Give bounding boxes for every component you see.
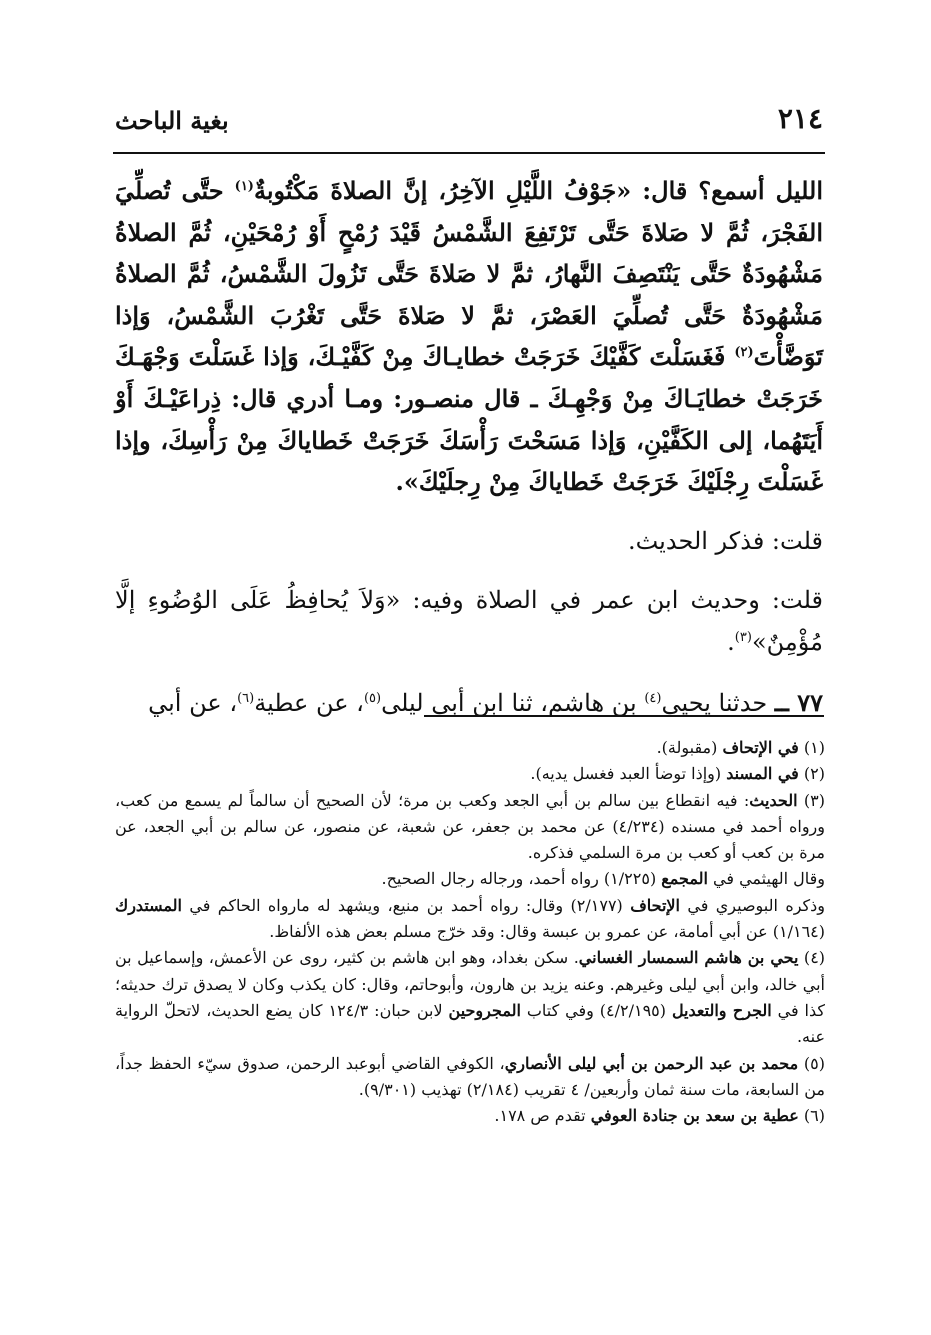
page-header — [115, 102, 823, 146]
text-run: قلت: فذكر الحديث. — [627, 526, 823, 555]
bold-term: في الإتحاف — [722, 738, 799, 757]
bold-term: في المسند — [726, 764, 799, 784]
text-run: لابن حبان: ١٢٤/٣ كان يضع الحديث، لاتحلّ الرواية عنه. — [115, 1000, 825, 1047]
footnote-divider — [424, 715, 824, 717]
footnote-3-continued — [115, 866, 825, 892]
text-run: قلت: وحديث ابن عمر في الصلاة وفيه: «وَلاَ يُحافِظُ عَلَى الوُضُوءِ إلَّا مُؤْمِنٌ» — [115, 586, 823, 656]
footnote-number: (٣) — [797, 790, 825, 810]
hadith-number: ٧٧ ــ — [774, 687, 823, 717]
running-title: بغية الباحث — [115, 106, 229, 135]
hadith-paragraph — [115, 170, 823, 503]
text-run: (٢/١٧٧) وقال: رواه أحمد بن منيع، ويشهد له مارواه الحاكم في — [181, 895, 631, 915]
footnote-6 — [115, 1103, 825, 1129]
text-run: الليل أسمع؟ قال: «جَوْفُ اللَّيْلِ الآخِرُ، إنَّ الصلاةَ مَكْتُوبةٌ — [253, 176, 823, 205]
text-run: (١/١٦٤) عن أبي أمامة، عن عمرو بن عبسة وقال: وقد خرّج مسلم بعض هذه الألفاظ. — [269, 922, 825, 942]
text-run: ، عن عطية — [254, 688, 364, 717]
main-text — [115, 170, 823, 724]
text-run: وذكره البوصيري في — [680, 895, 826, 915]
footnote-number: (٤) — [798, 948, 826, 968]
bold-term: المجروحين — [448, 1000, 521, 1020]
page-number: ٢١٤ — [777, 102, 823, 135]
bold-term: المجمع — [661, 869, 708, 889]
footnote-4 — [115, 945, 825, 1050]
text-run: حتَّى تُصلِّيَ الفَجْرَ، ثُمَّ لا صَلاةَ حَتَّى تَرْتَفِعَ الشَّمْسُ قَيْدَ رُمْحٍ أَوْ رُمْحَيْنِ، ثُمَّ الصلاةُ مَشْهُودَةٌ حَتَّى يَنْتَصِفَ النَّهارُ، ثمَّ لا صَلاةَ حَتَّى تَزُولَ الشَّمْسُ، ثُمَّ الصلاةُ مَشْهُودَةٌ حَتَّى تُصلِّيَ العَصْرَ، ثمَّ لا صَلاةَ حَتَّى تَغْرُبَ الشَّمْسُ، وَإذا تَوَضَّأْتَ — [115, 176, 824, 372]
header-divider — [113, 152, 825, 154]
note-paragraph-ibn-umar — [115, 580, 823, 663]
footnote-ref: (٦) — [237, 690, 255, 706]
text-run: . سكن بغداد، وهو ابن هاشم بن كثير، روى عن الأعمش، وإسماعيل بن أبي خالد، وابن أبي ليلى وغيرهم. وعنه يزيد بن هارون، وأبوحاتم، وقال: كان يكذب وكان لا يصدق ترك حديثه؛ كذا في — [115, 948, 826, 1020]
text-run: ، الكوفي القاضي أبوعبد الرحمن، صدوق سيّء الحفظ جداً، من السابعة، مات سنة ثمان وأربعين/ ٤ تقريب (٢/١٨٤) تهذيب (٩/٣٠١). — [115, 1053, 825, 1099]
footnote-number: (٦) — [798, 1106, 825, 1126]
hadith-77-paragraph — [115, 682, 823, 725]
footnote-2 — [115, 761, 825, 787]
bold-term: عطية بن سعد بن جنادة العوفي — [590, 1106, 799, 1126]
footnotes — [115, 735, 825, 1129]
footnote-5 — [115, 1051, 825, 1104]
bold-term: الحديث — [749, 790, 798, 810]
text-run: (٤/٢/١٩٥) وفي كتاب — [520, 1000, 672, 1020]
bold-term: يحي بن هاشم السمسار الغساني — [578, 948, 799, 968]
bold-term: المستدرك — [115, 895, 182, 915]
footnote-ref: (١) — [234, 179, 254, 194]
footnote-ref: (٤) — [644, 690, 662, 706]
text-run: : فيه انقطاع بين سالم بن أبي الجعد وكعب بن مرة؛ لأن الصحيح أن سالماً لم يسمع من كعب، ورواه أحمد في مسنده (٤/٢٣٤) عن محمد بن جعفر، عن شعبة، عن منصور، عن سالم بن أبي الجعد، عن مرة بن كعب أو كعب بن مرة السلمي فذكره. — [115, 790, 825, 863]
bold-term: محمد بن عبد الرحمن بن أبي ليلى الأنصاري — [504, 1053, 799, 1073]
text-run: بن هاشم، ثنا ابن أبي ليلى — [381, 688, 645, 717]
text-run: تقدم ص ١٧٨. — [494, 1106, 591, 1126]
note-paragraph — [115, 521, 823, 563]
footnote-3-continued — [115, 893, 825, 946]
text-run: حدثنا يحيى — [661, 688, 775, 717]
footnote-ref: (٢) — [734, 345, 754, 361]
footnote-ref: (٣) — [734, 629, 752, 645]
text-run: (وإذا توضأ العبد فغسل يديه). — [530, 764, 727, 784]
footnote-1 — [115, 735, 825, 761]
text-run: . — [727, 627, 735, 656]
bold-term: الإتحاف — [630, 895, 680, 915]
footnote-3 — [115, 788, 825, 867]
text-run: ، عن أبي — [148, 688, 238, 717]
text-run: (مقبولة). — [656, 738, 723, 757]
text-run: وقال الهيثمي في — [707, 869, 825, 889]
bold-term: الجرح والتعديل — [671, 1000, 772, 1020]
footnote-ref: (٥) — [363, 690, 382, 706]
footnote-number: (٢) — [798, 764, 825, 784]
footnote-number: (٥) — [798, 1053, 825, 1073]
text-run: فَغَسَلْتَ كَفَّيْكَ خَرَجَتْ خطايـاكَ مِنْ كَفَّيْـكَ، وَإذا غَسَلْتَ وَجْهَـكَ خَرَجَتْ خطايَـاكَ مِنْ وَجْهِـكَ ـ قال منصـور: ومـا أدري قال: ذِراعَيْـكَ أَوْ أَيَتَهُما، إلى الكَفَّيْنِ، وَإذا مَسَحْتَ رَأْسَكَ خَرَجَتْ خَطاياكَ مِنْ رَأْسِكَ، وإذا غَسَلْتَ رِجْلَيْكَ خَرَجَتْ خَطاياكَ مِنْ رِجلَيْكَ». — [115, 342, 823, 497]
footnote-number: (١) — [798, 738, 825, 757]
text-run: (١/٢٢٥) رواه أحمد، ورجاله رجال الصحيح. — [381, 869, 662, 889]
